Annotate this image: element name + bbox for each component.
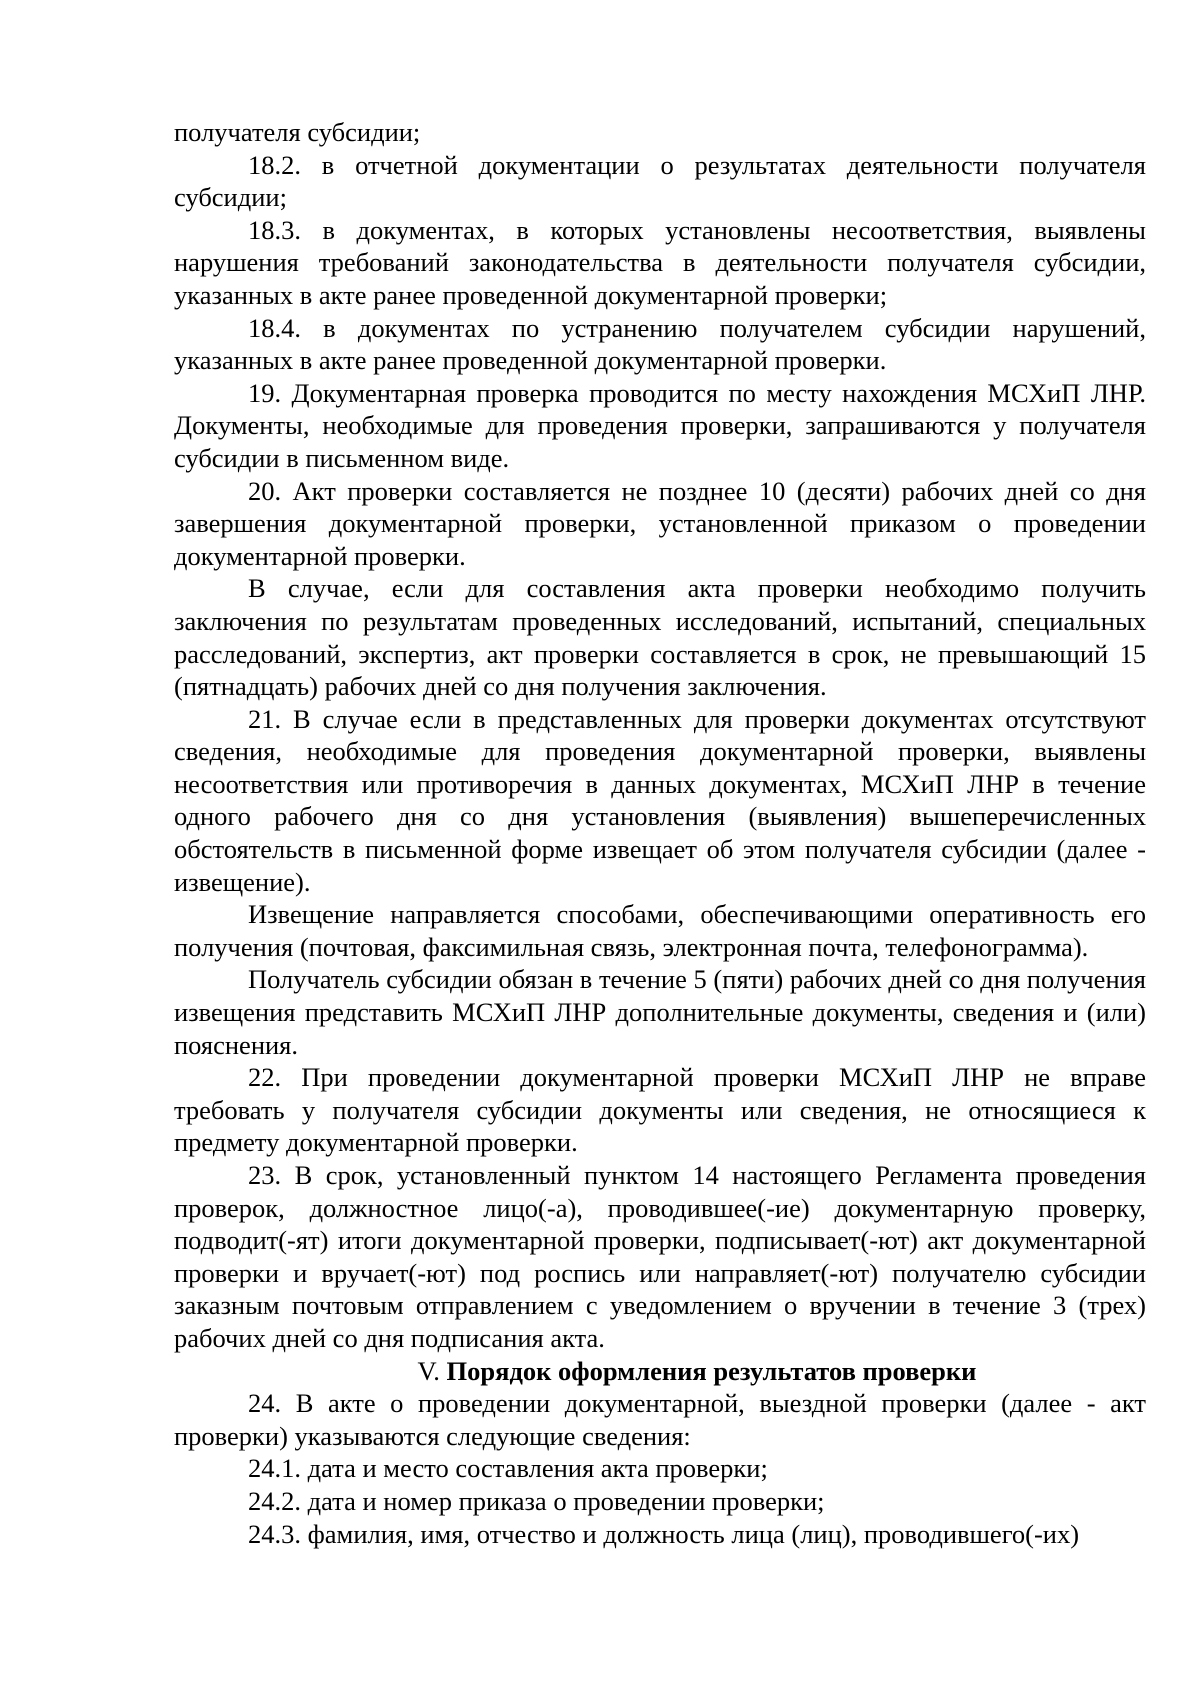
paragraph-20-conclusions: В случае, если для составления акта проверки необходимо получить заключения по результатам проведенных исследований, испытаний, специальных расследований, экспертиз, акт проверки составляется в срок, не превышающий 15 (пятнадцать) рабочих дней со дня получения заключения.: [174, 573, 1146, 702]
paragraph-21: 21. В случае если в представленных для проверки документах отсутствуют сведения, необходимые для проведения документарной проверки, выявлены несоответствия или противоречия в данных документах, МСХиП ЛНР в течение одного рабочего дня со дня установления (выявления) вышеперечисленных обстоятельств в письменной форме извещает об этом получателя субсидии (далее - извещение).: [174, 703, 1146, 897]
paragraph-24: 24. В акте о проведении документарной, выездной проверки (далее - акт проверки) указываются следующие сведения:: [174, 1388, 1146, 1451]
document-page: [174, 116, 1146, 1550]
paragraph-18-3: 18.3. в документах, в которых установлены несоответствия, выявлены нарушения требований законодательства в деятельности получателя субсидии, указанных в акте ранее проведенной документарной проверки;: [174, 214, 1146, 310]
paragraph-18-2: 18.2. в отчетной документации о результатах деятельности получателя субсидии;: [174, 149, 1146, 213]
paragraph-24-3: 24.3. фамилия, имя, отчество и должность лица (лиц), проводившего(-их): [248, 1518, 1080, 1549]
section-title: Порядок оформления результатов проверки: [446, 1355, 977, 1386]
paragraph-19: 19. Документарная проверка проводится по месту нахождения МСХиП ЛНР. Документы, необходимые для проведения проверки, запрашиваются у получателя субсидии в письменном виде.: [174, 377, 1146, 473]
paragraph-18-4: 18.4. в документах по устранению получателем субсидии нарушений, указанных в акте ранее проведенной документарной проверки.: [174, 312, 1146, 376]
paragraph-21-recipient-duty: Получатель субсидии обязан в течение 5 (пяти) рабочих дней со дня получения извещения представить МСХиП ЛНР дополнительные документы, сведения и (или) пояснения.: [174, 964, 1146, 1060]
paragraph-24-2: 24.2. дата и номер приказа о проведении проверки;: [248, 1485, 825, 1516]
paragraph-22: 22. При проведении документарной проверки МСХиП ЛНР не вправе требовать у получателя субсидии документы или сведения, не относящиеся к предмету документарной проверки.: [174, 1062, 1146, 1158]
section-heading: [174, 1355, 1146, 1388]
paragraph-20: 20. Акт проверки составляется не позднее 10 (десяти) рабочих дней со дня завершения документарной проверки, установленной приказом о проведении документарной проверки.: [174, 475, 1146, 571]
section-number: V.: [417, 1355, 440, 1386]
paragraph-23: 23. В срок, установленный пунктом 14 настоящего Регламента проведения проверок, должностное лицо(-а), проводившее(-ие) документарную проверку, подводит(-ят) итоги документарной проверки, подписывает(-ют) акт документарной проверки и вручает(-ют) под роспись или направляет(-ют) получателю субсидии заказным почтовым отправлением с уведомлением о вручении в течение 3 (трех) рабочих дней со дня подписания акта.: [174, 1160, 1146, 1353]
paragraph-continuation: получателя субсидии;: [174, 117, 421, 147]
paragraph-24-1: 24.1. дата и место составления акта проверки;: [248, 1453, 768, 1484]
paragraph-21-notice-methods: Извещение направляется способами, обеспечивающими оперативность его получения (почтовая, факсимильная связь, электронная почта, телефонограмма).: [174, 899, 1146, 962]
